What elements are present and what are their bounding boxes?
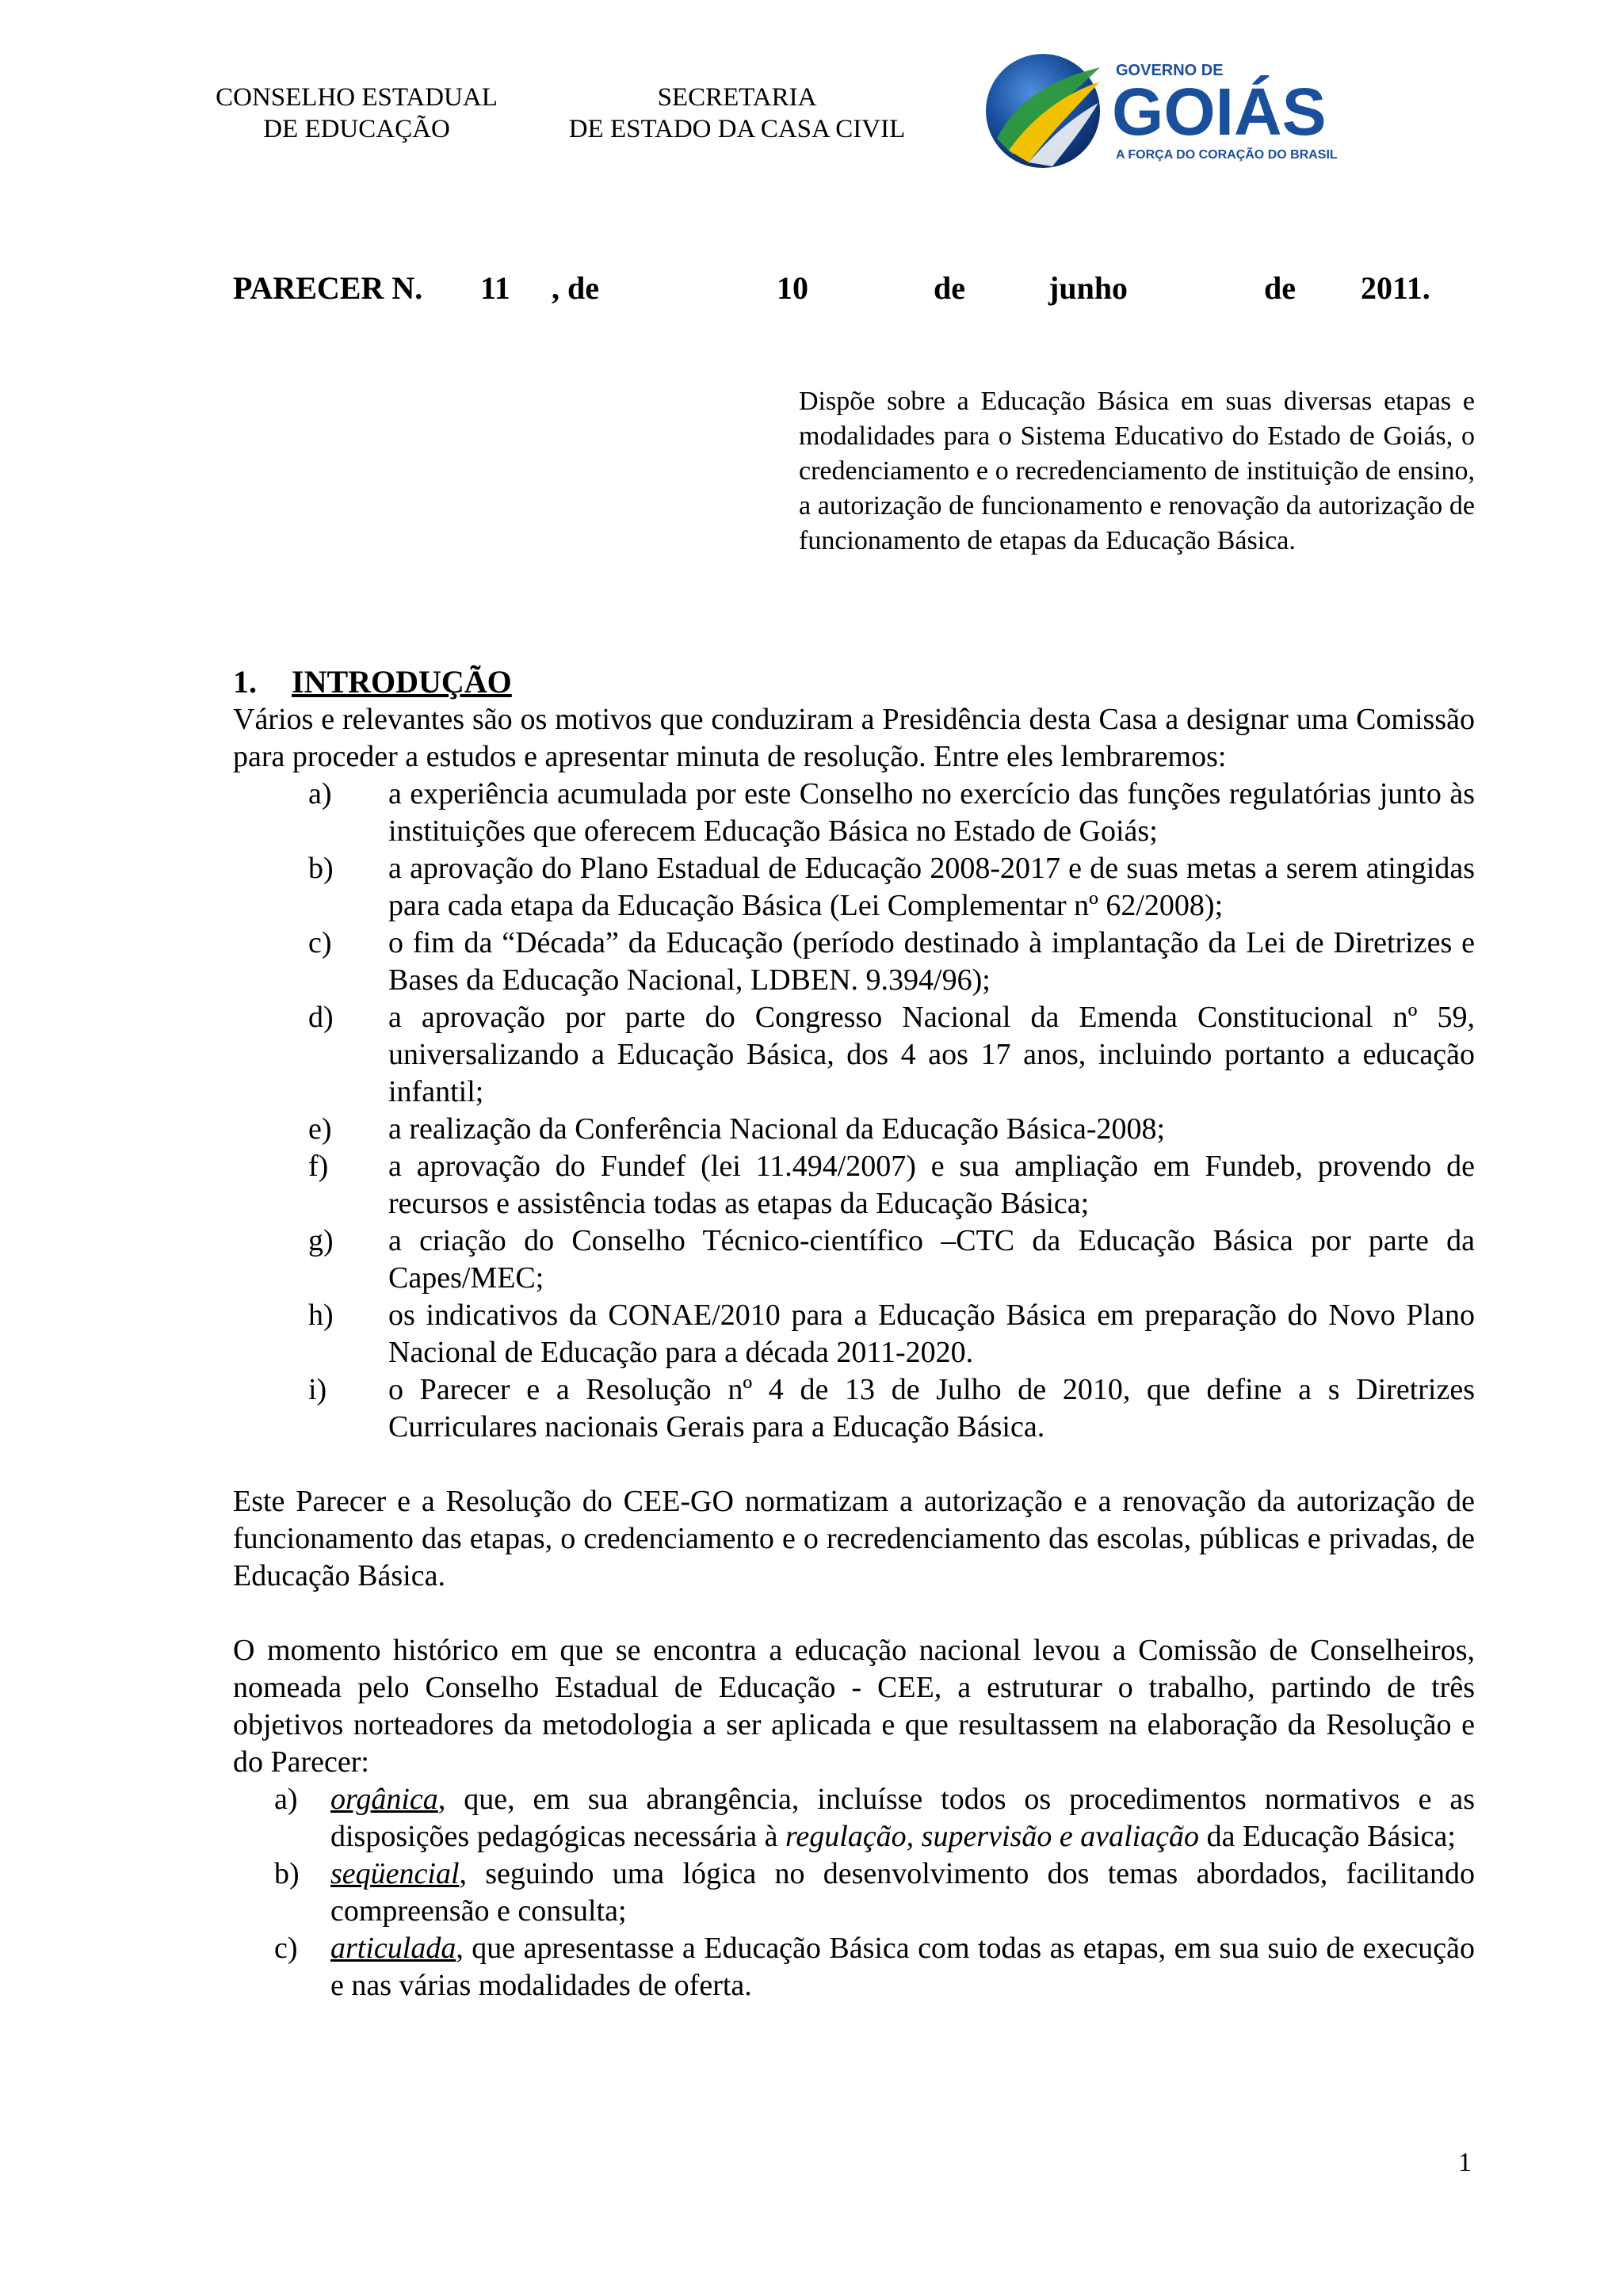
ementa: Dispõe sobre a Educação Básica em suas diversas etapas e modalidades para o Sistema Educativo do Estado de Goiás, o credenciamento e o recredenciamento de instituição de ensino, a autorização de funcionamento e renovação da autorização de funcionamento de etapas da Educação Básica. xyxy=(799,387,1475,555)
title-number: 11 xyxy=(480,270,510,306)
list-item xyxy=(233,1111,1475,1148)
list-item-label: a) xyxy=(274,1783,298,1816)
list-item-label: e) xyxy=(308,1112,332,1146)
list-item-text: a aprovação por parte do Congresso Nacional da Emenda Constitucional nº 59, universalizando a Educação Básica, dos 4 aos 17 anos, incluindo portanto a educação infantil; xyxy=(388,1001,1475,1108)
list-item xyxy=(233,1855,1475,1930)
list-item-text: o Parecer e a Resolução nº 4 de 13 de Julho de 2010, que define a s Diretrizes Curriculares nacionais Gerais para a Educação Básica. xyxy=(388,1373,1475,1444)
section-body xyxy=(233,701,1475,2004)
header-secretariat xyxy=(555,82,919,145)
objective-text: , que apresentasse a Educação Básica com todas as etapas, em sua su xyxy=(456,1932,1295,1965)
title-de2: de xyxy=(1264,270,1296,306)
list-item xyxy=(233,776,1475,850)
list-item xyxy=(233,1148,1475,1222)
list-item xyxy=(233,1781,1475,1855)
list-item-text: a experiência acumulada por este Conselho no exercício das funções regulatórias junto às instituições que oferecem Educação Básica no Estado de Goiás; xyxy=(388,777,1475,848)
objective-text-after: da Educação Básica; xyxy=(1199,1820,1456,1853)
list-item xyxy=(233,925,1475,999)
title-prefix: PARECER N. xyxy=(233,270,423,306)
header-secretariat-line1: SECRETARIA xyxy=(657,83,817,112)
list-item xyxy=(233,1930,1475,2004)
list-item-text: a aprovação do Plano Estadual de Educação 2008-2017 e de suas metas a serem atingidas para cada etapa da Educação Básica (Lei Complementar nº 62/2008); xyxy=(388,852,1475,922)
objective-text: , que, em sua abrangência, incluísse todos os procedimentos normativos e as disposições pedagógicas necessária à xyxy=(330,1783,1475,1853)
list-item xyxy=(233,1371,1475,1446)
list-item-text: a criação do Conselho Técnico-científico –CTC da Educação Básica por parte da Capes/MEC; xyxy=(388,1224,1475,1295)
list-item-label: f) xyxy=(308,1150,329,1183)
list-item-label: a) xyxy=(308,777,332,810)
header-council-line1: CONSELHO ESTADUAL xyxy=(216,83,498,112)
list-item xyxy=(233,850,1475,925)
section-title: INTRODUÇÃO xyxy=(292,664,512,700)
objective-italic: regulação, supervisão e avaliação xyxy=(785,1820,1200,1853)
title-day: 10 xyxy=(777,270,808,306)
list-item-text: os indicativos da CONAE/2010 para a Educação Básica em preparação do Novo Plano Nacional de Educação para a década 2011-2020. xyxy=(388,1299,1475,1369)
list-item-text: a aprovação do Fundef (lei 11.494/2007) e sua ampliação em Fundeb, provendo de recursos e assistência todas as etapas da Educação Básica; xyxy=(388,1150,1475,1220)
list-item-label: c) xyxy=(308,926,332,959)
logo-top-text: GOVERNO DE xyxy=(1116,62,1224,79)
header-council xyxy=(198,82,515,145)
paragraph-regulation: Este Parecer e a Resolução do CEE-GO normatizam a autorização e a renovação da autorização de funcionamento das etapas, o credenciamento e o recredenciamento das escolas, públicas e privadas, de Educação Básica. xyxy=(233,1485,1475,1592)
title-year: 2011. xyxy=(1361,270,1430,306)
objective-term: seqüencial xyxy=(330,1857,460,1890)
list-item-label: b) xyxy=(274,1857,300,1890)
list-item-label: d) xyxy=(308,1001,334,1034)
reasons-list xyxy=(233,776,1475,1446)
title-de1: de xyxy=(934,270,965,306)
list-item-label: g) xyxy=(308,1224,334,1257)
list-item-label: c) xyxy=(274,1932,298,1965)
objective-text-after: io de execução e nas várias modalidades de oferta. xyxy=(330,1932,1475,2002)
list-item xyxy=(233,1222,1475,1297)
list-item-label: i) xyxy=(308,1373,327,1406)
list-item-text: a realização da Conferência Nacional da Educação Básica-2008; xyxy=(388,1112,1166,1146)
title-sep: , de xyxy=(552,270,599,306)
title-month: junho xyxy=(1048,270,1128,306)
goias-government-logo xyxy=(981,44,1338,178)
objectives-list xyxy=(233,1781,1475,2004)
objective-term: orgânica xyxy=(330,1783,438,1816)
page-number: 1 xyxy=(1458,2148,1472,2177)
paragraph-historic-moment: O momento histórico em que se encontra a educação nacional levou a Comissão de Conselheiros, nomeada pelo Conselho Estadual de Educação - CEE, a estruturar o trabalho, partindo de três objetivos norteadores da metodologia a ser aplicada e que resultassem na elaboração da Resolução e do Parecer: xyxy=(233,1634,1475,1779)
section-heading xyxy=(233,663,512,701)
section-number: 1. xyxy=(233,664,257,700)
list-item xyxy=(233,1297,1475,1371)
list-item xyxy=(233,999,1475,1111)
objective-term: articulada xyxy=(330,1932,456,1965)
intro-paragraph: Vários e relevantes são os motivos que conduziram a Presidência desta Casa a designar uma Comissão para proceder a estudos e apresentar minuta de resolução. Entre eles lembraremos: xyxy=(233,703,1475,773)
list-item-label: b) xyxy=(308,852,334,885)
objective-text: , seguindo uma lógica no desenvolvimento dos temas abordados, facilitando compreensão e consulta; xyxy=(330,1857,1475,1928)
header-secretariat-line2: DE ESTADO DA CASA CIVIL xyxy=(568,115,906,143)
list-item-label: h) xyxy=(308,1299,334,1332)
list-item-text: o fim da “Década” da Educação (período destinado à implantação da Lei de Diretrizes e Bases da Educação Nacional, LDBEN. 9.394/96); xyxy=(388,926,1475,997)
logo-tagline: A FORÇA DO CORAÇÃO DO BRASIL xyxy=(1116,148,1338,162)
header-council-line2: DE EDUCAÇÃO xyxy=(263,115,450,143)
logo-main-text: GOIÁS xyxy=(1112,74,1327,149)
